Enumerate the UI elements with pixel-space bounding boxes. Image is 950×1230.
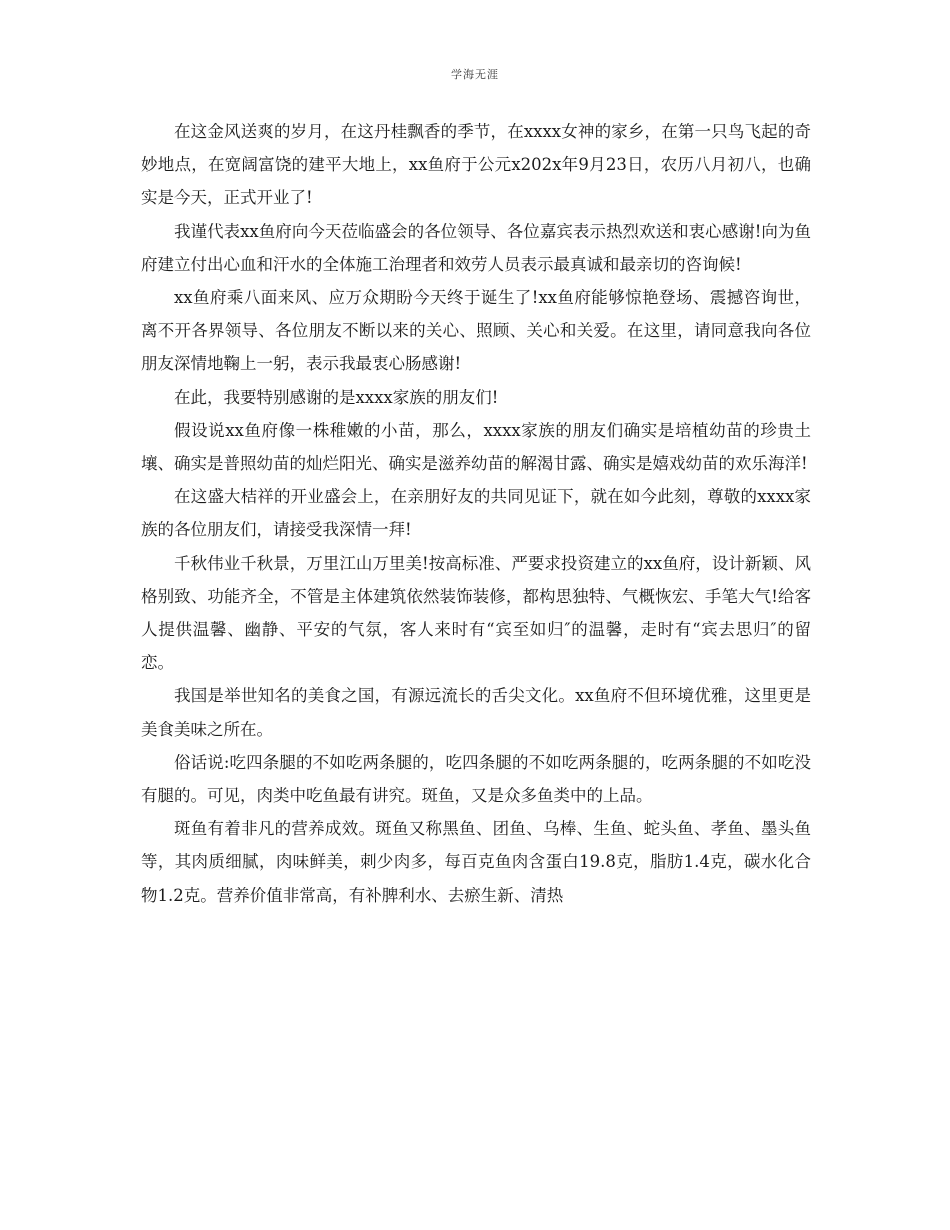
paragraph-10: 斑鱼有着非凡的营养成效。斑鱼又称黑鱼、团鱼、乌棒、生鱼、蛇头鱼、孝鱼、墨头鱼等，其肉质细腻，肉味鲜美，刺少肉多，每百克鱼肉含蛋白19.8克，脂肪1.4克，碳水化合物1.2克。营养价值非常高，有补脾利水、去瘀生新、清热 [141, 819, 811, 905]
paragraph-1: 在这金风送爽的岁月，在这丹桂飘香的季节，在xxxx女神的家乡，在第一只鸟飞起的奇妙地点，在宽阔富饶的建平大地上，xx鱼府于公元x202x年9月23日，农历八月初八，也确实是今天，正式开业了! [141, 122, 811, 208]
paragraph-8: 我国是举世知名的美食之国，有源远流长的舌尖文化。xx鱼府不但环境优雅，这里更是美食美味之所在。 [141, 686, 811, 739]
paragraph-7: 千秋伟业千秋景，万里江山万里美!按高标准、严要求投资建立的xx鱼府，设计新颖、风格别致、功能齐全，不管是主体建筑依然装饰装修，都构思独特、气概恢宏、手笔大气!给客人提供温馨、幽静、平安的气氛，客人来时有“宾至如归″的温馨，走时有“宾去思归″的留恋。 [141, 553, 811, 673]
paragraph-6: 在这盛大桔祥的开业盛会上，在亲朋好友的共同见证下，就在如今此刻，尊敬的xxxx家族的各位朋友们，请接受我深情一拜! [141, 487, 811, 540]
paragraph-2: 我谨代表xx鱼府向今天莅临盛会的各位领导、各位嘉宾表示热烈欢送和衷心感谢!向为鱼府建立付出心血和汗水的全体施工治理者和效劳人员表示最真诚和最亲切的咨询候! [141, 221, 811, 274]
paragraph-5: 假设说xx鱼府像一株稚嫩的小苗，那么，xxxx家族的朋友们确实是培植幼苗的珍贵土壤、确实是普照幼苗的灿烂阳光、确实是滋养幼苗的解渴甘露、确实是嬉戏幼苗的欢乐海洋! [141, 420, 811, 474]
paragraph-3: xx鱼府乘八面来风、应万众期盼今天终于诞生了!xx鱼府能够惊艳登场、震撼咨询世，离不开各界领导、各位朋友不断以来的关心、照顾、关心和关爱。在这里，请同意我向各位朋友深情地鞠上一躬，表示我最衷心肠感谢! [141, 288, 811, 374]
page-header: 学海无涯 [451, 68, 499, 81]
paragraph-9: 俗话说:吃四条腿的不如吃两条腿的，吃四条腿的不如吃两条腿的，吃两条腿的不如吃没有腿的。可见，肉类中吃鱼最有讲究。斑鱼，又是众多鱼类中的上品。 [141, 752, 811, 806]
paragraph-4: 在此，我要特别感谢的是xxxx家族的朋友们! [174, 387, 499, 407]
document-body [141, 115, 811, 912]
